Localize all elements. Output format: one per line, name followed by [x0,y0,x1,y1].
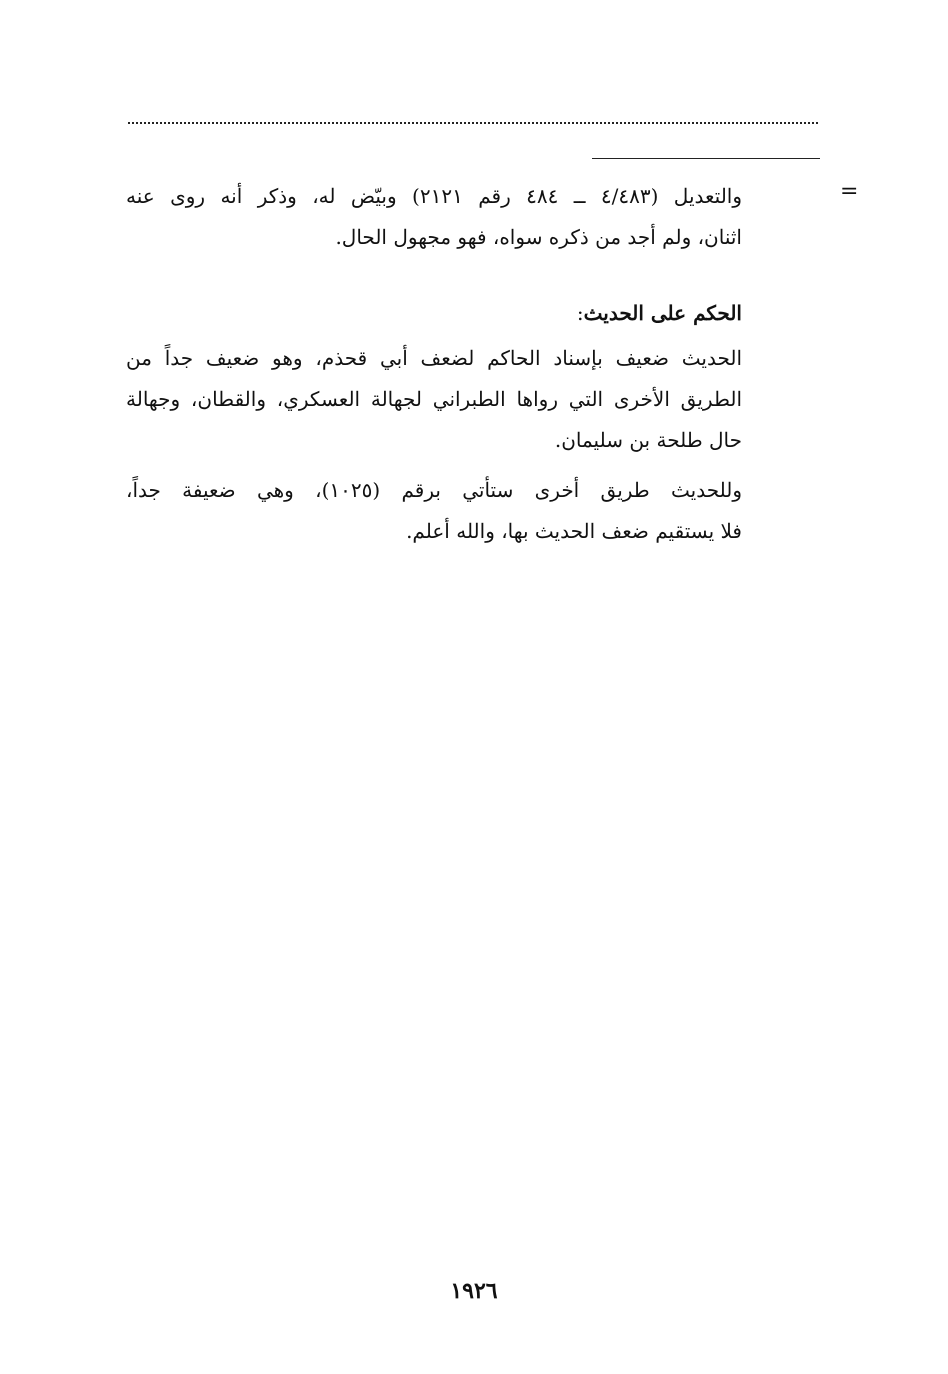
paragraph-line: وللحديث طريق أخرى ستأتي برقم (١٠٢٥)، وهي ضعيفة جداً، [126,478,742,502]
dotted-separator [128,122,818,124]
paragraph-line: فلا يستقيم ضعف الحديث بها، والله أعلم. [406,519,742,543]
paragraph-line: الحديث ضعيف بإسناد الحاكم لضعف أبي قحذم، وهو ضعيف جداً من [126,346,742,370]
continuation-mark: = [840,179,859,204]
section-heading-title: الحكم على الحديث [583,301,742,325]
ruling-paragraph [126,338,742,461]
section-heading [126,296,742,330]
page-number: ١٩٢٦ [450,1278,498,1304]
footnote-line: اثنان، ولم أجد من ذكره سواه، فهو مجهول الحال. [335,225,742,249]
section-heading-colon: : [576,301,584,325]
paragraph-line: الطريق الأخرى التي رواها الطبراني لجهالة العسكري، والقطان، وجهالة [126,387,742,411]
footnote-line: والتعديل (٤/٤٨٣ ــ ٤٨٤ رقم ٢١٢١) وبيّض له، وذكر أنه روى عنه [126,184,743,208]
paragraph-line: حال طلحة بن سليمان. [554,428,742,452]
footnote-rule [592,158,820,159]
footnote-text [126,176,742,258]
other-route-paragraph [126,470,742,552]
